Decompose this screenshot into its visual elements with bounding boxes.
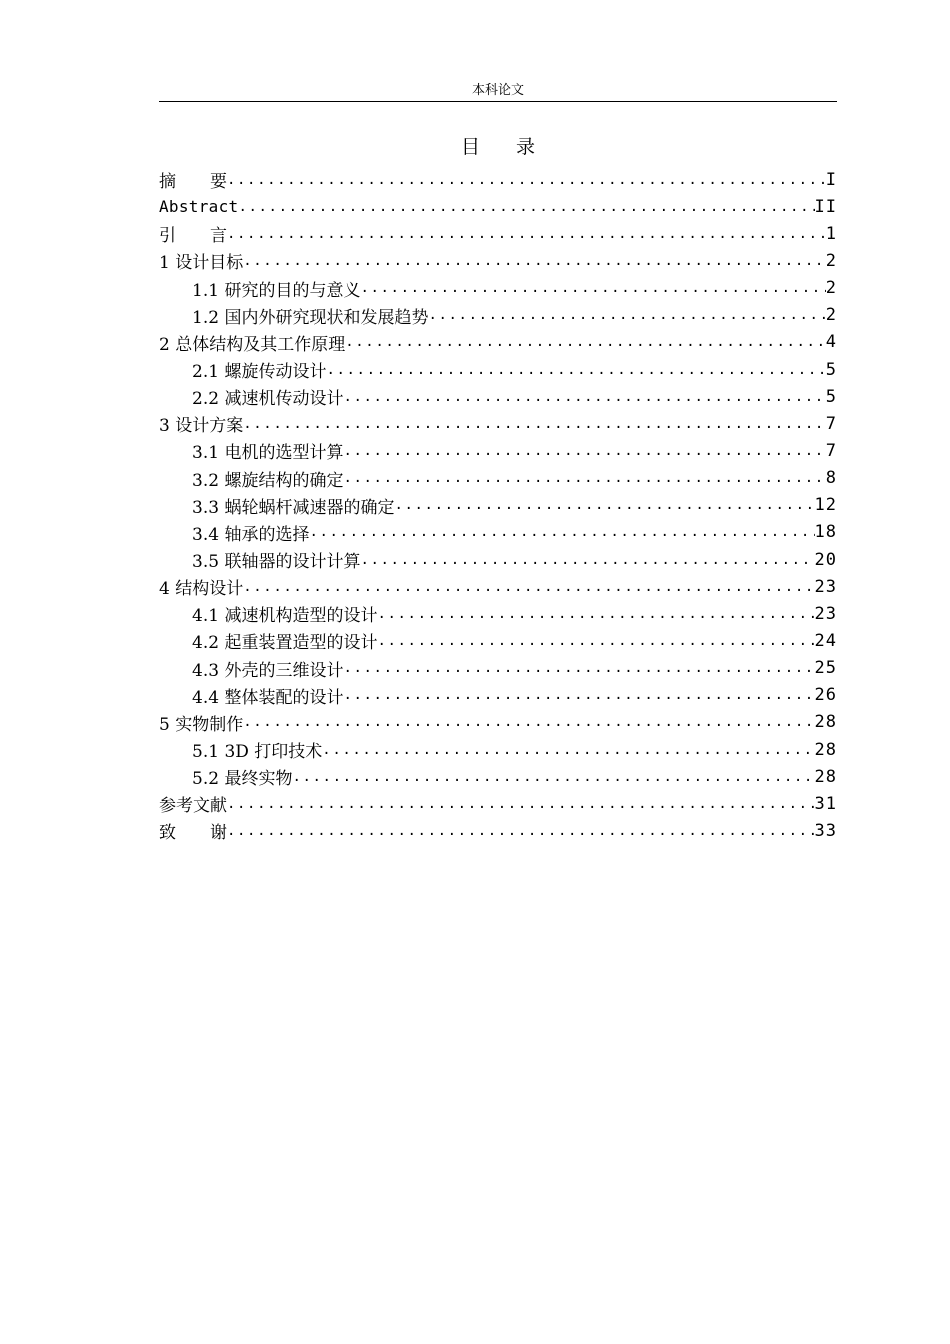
toc-leader-dots [377,606,814,622]
toc-entry-section-3-5[interactable] [159,546,837,573]
toc-entry-acknowledgements[interactable] [159,817,837,844]
toc-entry-abstract-cn[interactable] [159,166,837,193]
toc-entry-page: 28 [814,739,837,760]
toc-entry-page: 12 [814,495,837,516]
toc-leader-dots [309,524,814,540]
toc-entry-page: 23 [814,603,837,624]
toc-entry-label: 1.2 国内外研究现状和发展趋势 [192,307,429,328]
toc-leader-dots [227,226,826,242]
toc-entry-chapter-3[interactable] [159,410,837,437]
toc-title-part2: 录 [516,136,536,158]
toc-leader-dots [227,823,815,839]
toc-entry-label: 5.1 3D 打印技术 [192,742,323,763]
toc-entry-page: 20 [814,549,837,570]
toc-entry-label: 5 实物制作 [159,714,244,735]
toc-entry-page: 4 [825,332,837,353]
toc-entry-label: 3.1 电机的选型计算 [192,443,344,464]
toc-entry-page: 31 [814,793,837,814]
toc-entry-page: 28 [814,766,837,787]
toc-entry-section-2-1[interactable] [159,356,837,383]
toc-entry-section-4-4[interactable] [159,682,837,709]
toc-leader-dots [322,742,814,758]
toc-entry-section-5-2[interactable] [159,763,837,790]
toc-entry-label: 4 结构设计 [159,579,244,600]
toc-entry-page: 2 [825,305,837,326]
toc-entry-page: 8 [825,468,837,489]
toc-leader-dots [227,796,815,812]
toc-leader-dots [343,389,825,405]
toc-entry-label: 1.1 研究的目的与意义 [192,280,361,301]
toc-entry-section-5-1[interactable] [159,736,837,763]
toc-leader-dots [360,552,814,568]
toc-leader-dots [343,470,825,486]
toc-entry-introduction[interactable] [159,220,837,247]
toc-entry-page: 24 [814,630,837,651]
toc-entry-page: 2 [825,278,837,299]
toc-leader-dots [360,280,825,296]
toc-entry-label: 3.2 螺旋结构的确定 [192,470,344,491]
toc-leader-dots [343,660,814,676]
toc-leader-dots [243,253,826,269]
toc-entry-page: 25 [814,658,837,679]
toc-entry-label: 1 设计目标 [159,253,244,274]
toc-entry-page: 23 [814,576,837,597]
toc-entry-label: 2 总体结构及其工作原理 [159,334,346,355]
toc-leader-dots [377,633,814,649]
toc-entry-label: 4.1 减速机构造型的设计 [192,606,378,627]
toc-title [159,134,837,160]
toc-entry-label: 3.5 联轴器的设计计算 [192,552,361,573]
toc-entry-abstract-en[interactable] [159,193,837,220]
toc-entry-label: 3.4 轴承的选择 [192,524,310,545]
toc-entry-section-4-3[interactable] [159,655,837,682]
toc-entry-references[interactable] [159,790,837,817]
toc-entry-label: 5.2 最终实物 [192,769,293,790]
toc-entry-chapter-5[interactable] [159,709,837,736]
toc-entry-page: 33 [814,820,837,841]
toc-entry-section-3-4[interactable] [159,519,837,546]
toc-leader-dots [292,769,814,785]
toc-entry-label: 参考文献 [159,796,227,817]
toc-entry-section-1-1[interactable] [159,275,837,302]
toc-entry-page: 1 [825,223,837,244]
toc-entry-section-3-3[interactable] [159,492,837,519]
toc-entry-label: 4.2 起重装置造型的设计 [192,633,378,654]
toc-entry-label: 4.3 外壳的三维设计 [192,660,344,681]
toc-entry-page: 26 [814,685,837,706]
toc-leader-dots [326,362,825,378]
toc-entry-label: 2.1 螺旋传动设计 [192,362,327,383]
toc-entry-label: 摘 要 [159,172,227,193]
toc-entry-page: 28 [814,712,837,733]
toc-leader-dots [238,199,814,215]
page-header: 本科论文 [471,83,524,98]
toc-entry-page: II [814,196,837,217]
toc-entry-label: Abstract [159,197,239,217]
toc-entry-section-1-2[interactable] [159,302,837,329]
toc-leader-dots [243,416,826,432]
toc-entry-page: 7 [825,413,837,434]
toc-entry-page: 5 [825,386,837,407]
toc-leader-dots [428,307,825,323]
toc-entry-page: 2 [825,250,837,271]
toc-entry-section-4-2[interactable] [159,627,837,654]
toc-entry-chapter-1[interactable] [159,247,837,274]
toc-entry-label: 3 设计方案 [159,416,244,437]
toc-entry-section-4-1[interactable] [159,600,837,627]
toc-entry-section-2-2[interactable] [159,383,837,410]
toc-entry-section-3-1[interactable] [159,437,837,464]
toc-entry-label: 致 谢 [159,823,227,844]
table-of-contents [159,166,837,845]
toc-entry-label: 2.2 减速机传动设计 [192,389,344,410]
toc-entry-page: 5 [825,359,837,380]
toc-entry-chapter-2[interactable] [159,329,837,356]
toc-leader-dots [243,579,814,595]
toc-leader-dots [343,443,825,459]
toc-entry-chapter-4[interactable] [159,573,837,600]
toc-entry-page: I [825,169,837,190]
toc-entry-label: 引 言 [159,226,227,247]
toc-leader-dots [343,687,814,703]
toc-leader-dots [227,172,826,188]
toc-entry-page: 18 [814,522,837,543]
toc-entry-page: 7 [825,440,837,461]
toc-title-part1: 目 [460,136,480,158]
toc-leader-dots [394,497,814,513]
toc-leader-dots [345,334,826,350]
toc-entry-label: 4.4 整体装配的设计 [192,687,344,708]
toc-leader-dots [243,714,814,730]
toc-entry-section-3-2[interactable] [159,465,837,492]
toc-entry-label: 3.3 蜗轮蜗杆减速器的确定 [192,497,395,518]
header-rule [159,101,837,102]
